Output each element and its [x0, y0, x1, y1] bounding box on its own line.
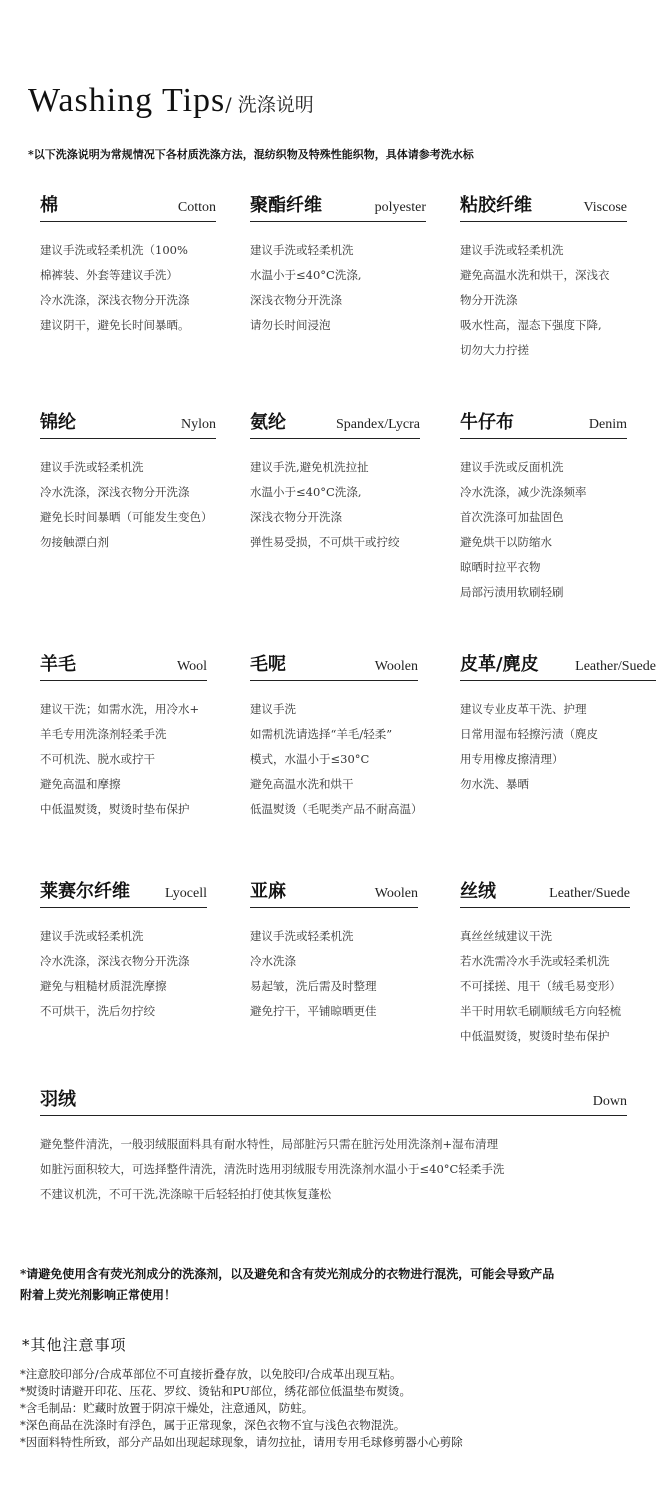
section-title-en: Leather/Suede — [549, 886, 630, 901]
instruction-line: 深浅衣物分开洗涤 — [250, 510, 342, 524]
other-note-line: *熨烫时请避开印花、压花、罗纹、烫钻和PU部位，绣花部位低温垫布熨烫。 — [20, 1384, 411, 1398]
instruction-line: 避免烘干以防缩水 — [460, 535, 552, 549]
section-header — [40, 413, 216, 439]
instruction-line: 首次洗涤可加盐固色 — [460, 510, 564, 524]
instruction-line: 避免高温水洗和烘干 — [250, 777, 354, 791]
section-cotton — [40, 196, 216, 338]
instruction-line: 冷水洗涤 — [250, 954, 296, 968]
section-instructions — [40, 697, 207, 822]
page-title — [28, 82, 314, 120]
instruction-line: 不可机洗、脱水或拧干 — [40, 752, 155, 766]
section-title-cn: 粘胶纤维 — [460, 195, 532, 216]
instruction-line: 棉裤装、外套等建议手洗） — [40, 268, 178, 282]
instruction-line: 建议干洗；如需水洗，用冷水+ — [40, 702, 200, 716]
section-header — [250, 655, 418, 681]
instruction-line: 冷水洗涤，深浅衣物分开洗涤 — [40, 293, 190, 307]
section-header — [250, 413, 420, 439]
instruction-line: 建议手洗或轻柔机洗 — [250, 243, 354, 257]
instruction-line: 建议手洗或轻柔机洗 — [40, 929, 144, 943]
instruction-line: 避免高温水洗和烘干，深浅衣 — [460, 268, 610, 282]
section-header — [250, 882, 418, 908]
section-header — [460, 196, 627, 222]
section-header — [40, 1090, 627, 1116]
instruction-line: 建议阴干，避免长时间暴晒。 — [40, 318, 190, 332]
section-polyester — [250, 196, 426, 338]
section-title-en: Nylon — [181, 417, 216, 432]
section-viscose — [460, 196, 627, 363]
instruction-line: 请勿长时间浸泡 — [250, 318, 331, 332]
instruction-line: 易起皱，洗后需及时整理 — [250, 979, 377, 993]
instruction-line: 冷水洗涤，深浅衣物分开洗涤 — [40, 485, 190, 499]
section-title-cn: 毛呢 — [250, 654, 286, 675]
section-title-en: Lyocell — [165, 886, 207, 901]
section-down — [40, 1090, 627, 1207]
instruction-line: 建议手洗或轻柔机洗 — [250, 929, 354, 943]
section-spandex — [250, 413, 420, 555]
instruction-line: 半干时用软毛刷顺绒毛方向轻梳 — [460, 1004, 621, 1018]
section-header — [460, 413, 627, 439]
instruction-line: 不可烘干，洗后勿拧绞 — [40, 1004, 155, 1018]
section-instructions — [460, 697, 656, 797]
instruction-line: 切勿大力拧搓 — [460, 343, 529, 357]
other-note-line: *含毛制品：贮藏时放置于阴凉干燥处，注意通风，防蛀。 — [20, 1401, 314, 1415]
instruction-line: 建议手洗或轻柔机洗（100% — [40, 243, 188, 257]
section-instructions — [250, 924, 418, 1024]
section-wool — [40, 655, 207, 822]
section-instructions — [460, 455, 627, 605]
instruction-line: 水温小于≤40°C洗涤, — [250, 485, 362, 499]
instruction-line: 冷水洗涤，减少洗涤频率 — [460, 485, 587, 499]
instruction-line: 真丝丝绒建议干洗 — [460, 929, 552, 943]
section-title-cn: 牛仔布 — [460, 412, 514, 433]
section-instructions — [460, 924, 630, 1049]
section-title-cn: 棉 — [40, 195, 58, 216]
section-linen — [250, 882, 418, 1024]
instruction-line: 弹性易受损，不可烘干或拧绞 — [250, 535, 400, 549]
section-title-en: Denim — [588, 417, 627, 432]
section-header — [40, 196, 216, 222]
section-title-cn: 皮革/麂皮 — [460, 654, 539, 675]
section-header — [40, 882, 207, 908]
instruction-line: 局部污渍用软刷轻刷 — [460, 585, 564, 599]
instruction-line: 不可揉搓、甩干（绒毛易变形） — [460, 979, 621, 993]
section-title-en: polyester — [374, 200, 426, 215]
instruction-line: 避免长时间暴晒（可能发生变色） — [40, 510, 213, 524]
instruction-line: 避免拧干，平铺晾晒更佳 — [250, 1004, 377, 1018]
section-denim — [460, 413, 627, 605]
section-instructions — [250, 455, 420, 555]
instruction-line: 建议手洗或反面机洗 — [460, 460, 564, 474]
instruction-line: 吸水性高，湿态下强度下降, — [460, 318, 602, 332]
section-title-en: Woolen — [374, 886, 418, 901]
instruction-line: 建议手洗,避免机洗拉扯 — [250, 460, 369, 474]
section-title-en: Down — [592, 1094, 627, 1109]
title-english: Washing Tips — [28, 82, 226, 119]
other-note-line: *因面料特性所致，部分产品如出现起球现象，请勿拉扯，请用专用毛球修剪器小心剪除 — [20, 1435, 463, 1449]
instruction-line: 模式，水温小于≤30°C — [250, 752, 370, 766]
section-title-en: Viscose — [583, 200, 627, 215]
section-title-en: Leather/Suede — [575, 659, 656, 674]
other-notes-title: *其他注意事项 — [22, 1336, 127, 1354]
instruction-line: 建议专业皮革干洗、护理 — [460, 702, 587, 716]
instruction-line: 若水洗需冷水手洗或轻柔机洗 — [460, 954, 610, 968]
instruction-line: 日常用湿布轻擦污渍（麂皮 — [460, 727, 598, 741]
section-velvet — [460, 882, 630, 1049]
intro-note: *以下洗涤说明为常规情况下各材质洗涤方法，混纺织物及特殊性能织物，具体请参考洗水标 — [28, 148, 474, 161]
other-notes-list — [20, 1366, 463, 1451]
instruction-line: 建议手洗或轻柔机洗 — [460, 243, 564, 257]
section-instructions — [40, 924, 207, 1024]
instruction-line: 中低温熨烫，熨烫时垫布保护 — [460, 1029, 610, 1043]
section-title-cn: 羽绒 — [40, 1089, 76, 1110]
section-header — [460, 882, 630, 908]
other-note-line: *注意胶印部分/合成革部位不可直接折叠存放，以免胶印/合成革出现互粘。 — [20, 1367, 402, 1381]
fluorescent-warning — [20, 1264, 660, 1306]
section-title-en: Woolen — [374, 659, 418, 674]
instruction-line: 冷水洗涤，深浅衣物分开洗涤 — [40, 954, 190, 968]
section-title-en: Cotton — [177, 200, 216, 215]
section-instructions — [460, 238, 627, 363]
instruction-line: 勿水洗、暴晒 — [460, 777, 529, 791]
instruction-line: 避免高温和摩擦 — [40, 777, 121, 791]
section-instructions — [40, 238, 216, 338]
section-title-cn: 亚麻 — [250, 881, 286, 902]
section-leather-suede — [460, 655, 656, 797]
section-instructions — [40, 1132, 627, 1207]
section-title-cn: 羊毛 — [40, 654, 76, 675]
instruction-line: 晾晒时拉平衣物 — [460, 560, 541, 574]
instruction-line: 水温小于≤40°C洗涤, — [250, 268, 362, 282]
warning-line: *请避免使用含有荧光剂成分的洗涤剂，以及避免和含有荧光剂成分的衣物进行混洗，可能会导致产品 — [20, 1267, 555, 1281]
section-header — [40, 655, 207, 681]
instruction-line: 建议手洗 — [250, 702, 296, 716]
section-title-cn: 丝绒 — [460, 881, 496, 902]
instruction-line: 如脏污面积较大，可选择整件清洗，清洗时选用羽绒服专用洗涤剂水温小于≤40°C轻柔手洗 — [40, 1162, 505, 1176]
instruction-line: 物分开洗涤 — [460, 293, 518, 307]
other-note-line: *深色商品在洗涤时有浮色，属于正常现象，深色衣物不宜与浅色衣物混洗。 — [20, 1418, 406, 1432]
section-title-cn: 氨纶 — [250, 412, 286, 433]
section-nylon — [40, 413, 216, 555]
section-title-en: Spandex/Lycra — [336, 417, 420, 432]
instruction-line: 避免整件清洗，一般羽绒服面料具有耐水特性，局部脏污只需在脏污处用洗涤剂+湿布清理 — [40, 1137, 499, 1151]
instruction-line: 不建议机洗，不可干洗,洗涤晾干后轻轻拍打使其恢复蓬松 — [40, 1187, 332, 1201]
title-chinese: / 洗涤说明 — [225, 94, 314, 116]
instruction-line: 羊毛专用洗涤剂轻柔手洗 — [40, 727, 167, 741]
section-woolen — [250, 654, 423, 822]
section-title-cn: 聚酯纤维 — [250, 195, 322, 216]
instruction-line: 避免与粗糙材质混洗摩擦 — [40, 979, 167, 993]
instruction-line: 建议手洗或轻柔机洗 — [40, 460, 144, 474]
section-instructions — [40, 455, 216, 555]
section-title-cn: 锦纶 — [40, 412, 76, 433]
section-instructions — [250, 697, 423, 822]
section-instructions — [250, 238, 426, 338]
section-header — [460, 655, 656, 681]
section-title-cn: 莱赛尔纤维 — [40, 881, 130, 902]
warning-line: 附着上荧光剂影响正常使用！ — [20, 1288, 177, 1302]
section-title-en: Wool — [177, 659, 207, 674]
instruction-line: 中低温熨烫，熨烫时垫布保护 — [40, 802, 190, 816]
instruction-line: 低温熨烫（毛呢类产品不耐高温） — [250, 802, 423, 816]
instruction-line: 用专用橡皮擦清理） — [460, 752, 564, 766]
instruction-line: 如需机洗请选择“羊毛/轻柔” — [250, 727, 393, 741]
section-header — [250, 196, 426, 222]
section-lyocell — [40, 882, 207, 1024]
instruction-line: 深浅衣物分开洗涤 — [250, 293, 342, 307]
instruction-line: 勿接触漂白剂 — [40, 535, 109, 549]
